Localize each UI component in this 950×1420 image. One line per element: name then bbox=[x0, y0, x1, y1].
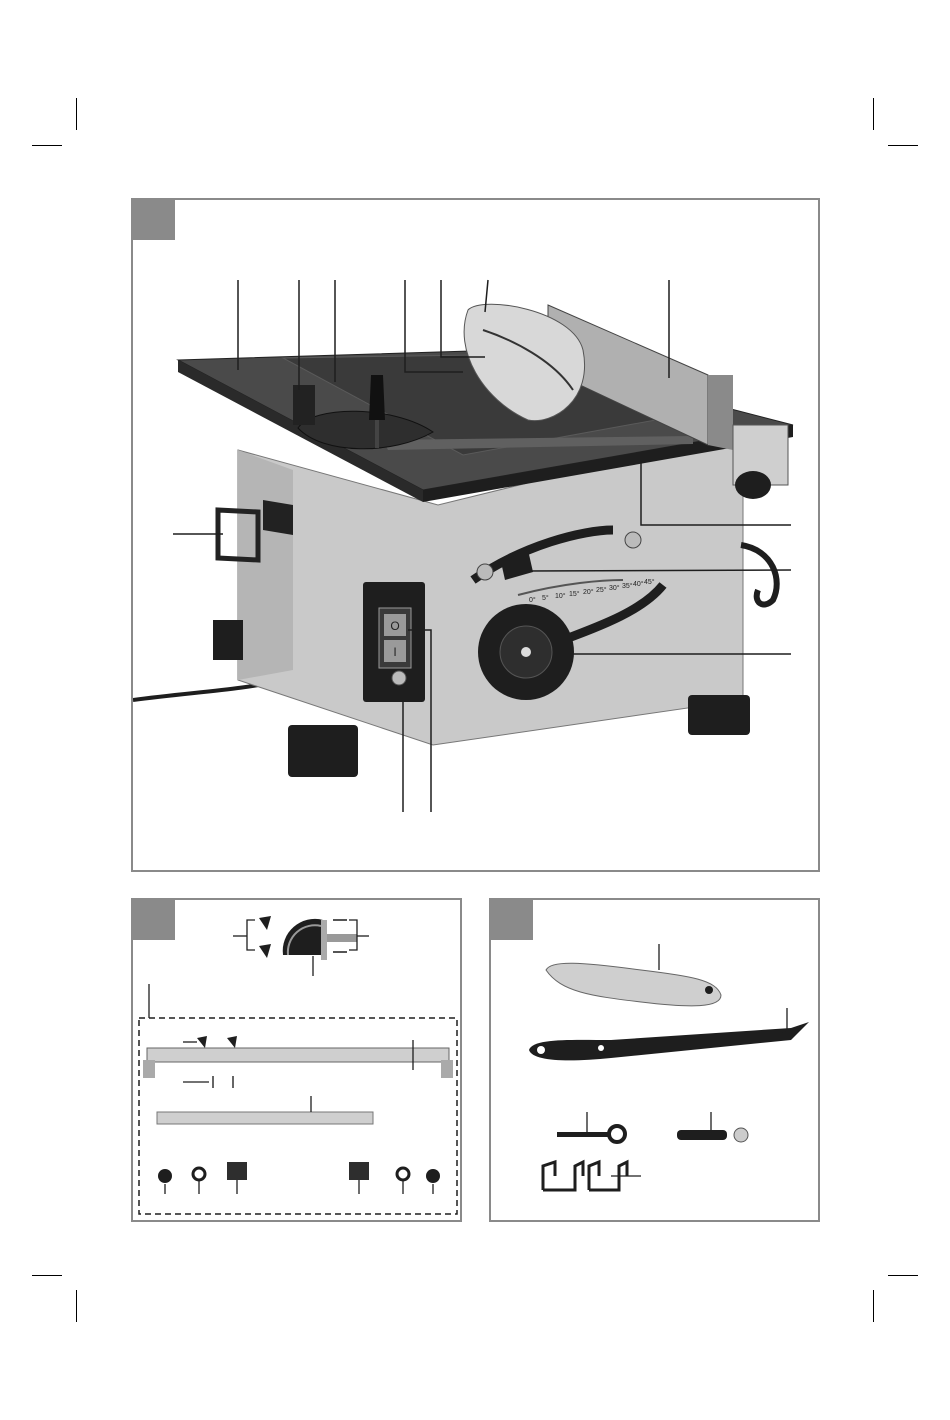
mitre-fence-parts-illustration bbox=[133, 900, 464, 1224]
crop-mark bbox=[873, 98, 874, 130]
bevel-tick: 20° bbox=[583, 589, 594, 596]
bevel-tick: 40° bbox=[633, 581, 644, 588]
bevel-tick: 45° bbox=[644, 579, 655, 586]
bevel-tick: 15° bbox=[569, 591, 580, 598]
crop-mark bbox=[32, 1275, 62, 1276]
crop-mark bbox=[888, 145, 918, 146]
figure-3-panel bbox=[489, 898, 820, 1222]
bevel-tick: 0° bbox=[529, 597, 536, 604]
bevel-tick: 10° bbox=[555, 593, 566, 600]
switch-on-label: I bbox=[393, 645, 397, 659]
accessories-illustration bbox=[491, 900, 822, 1224]
switch-off-label: O bbox=[390, 619, 400, 633]
crop-mark bbox=[32, 145, 62, 146]
crop-mark bbox=[873, 1290, 874, 1322]
figure-1-panel bbox=[131, 198, 820, 872]
crop-mark bbox=[76, 1290, 77, 1322]
bevel-tick: 30° bbox=[609, 585, 620, 592]
bevel-tick: 5° bbox=[542, 595, 549, 602]
bevel-tick: 25° bbox=[596, 587, 607, 594]
crop-mark bbox=[888, 1275, 918, 1276]
crop-mark bbox=[76, 98, 77, 130]
bevel-tick: 35° bbox=[622, 583, 633, 590]
figure-2-panel bbox=[131, 898, 462, 1222]
table-saw-illustration bbox=[133, 200, 822, 874]
